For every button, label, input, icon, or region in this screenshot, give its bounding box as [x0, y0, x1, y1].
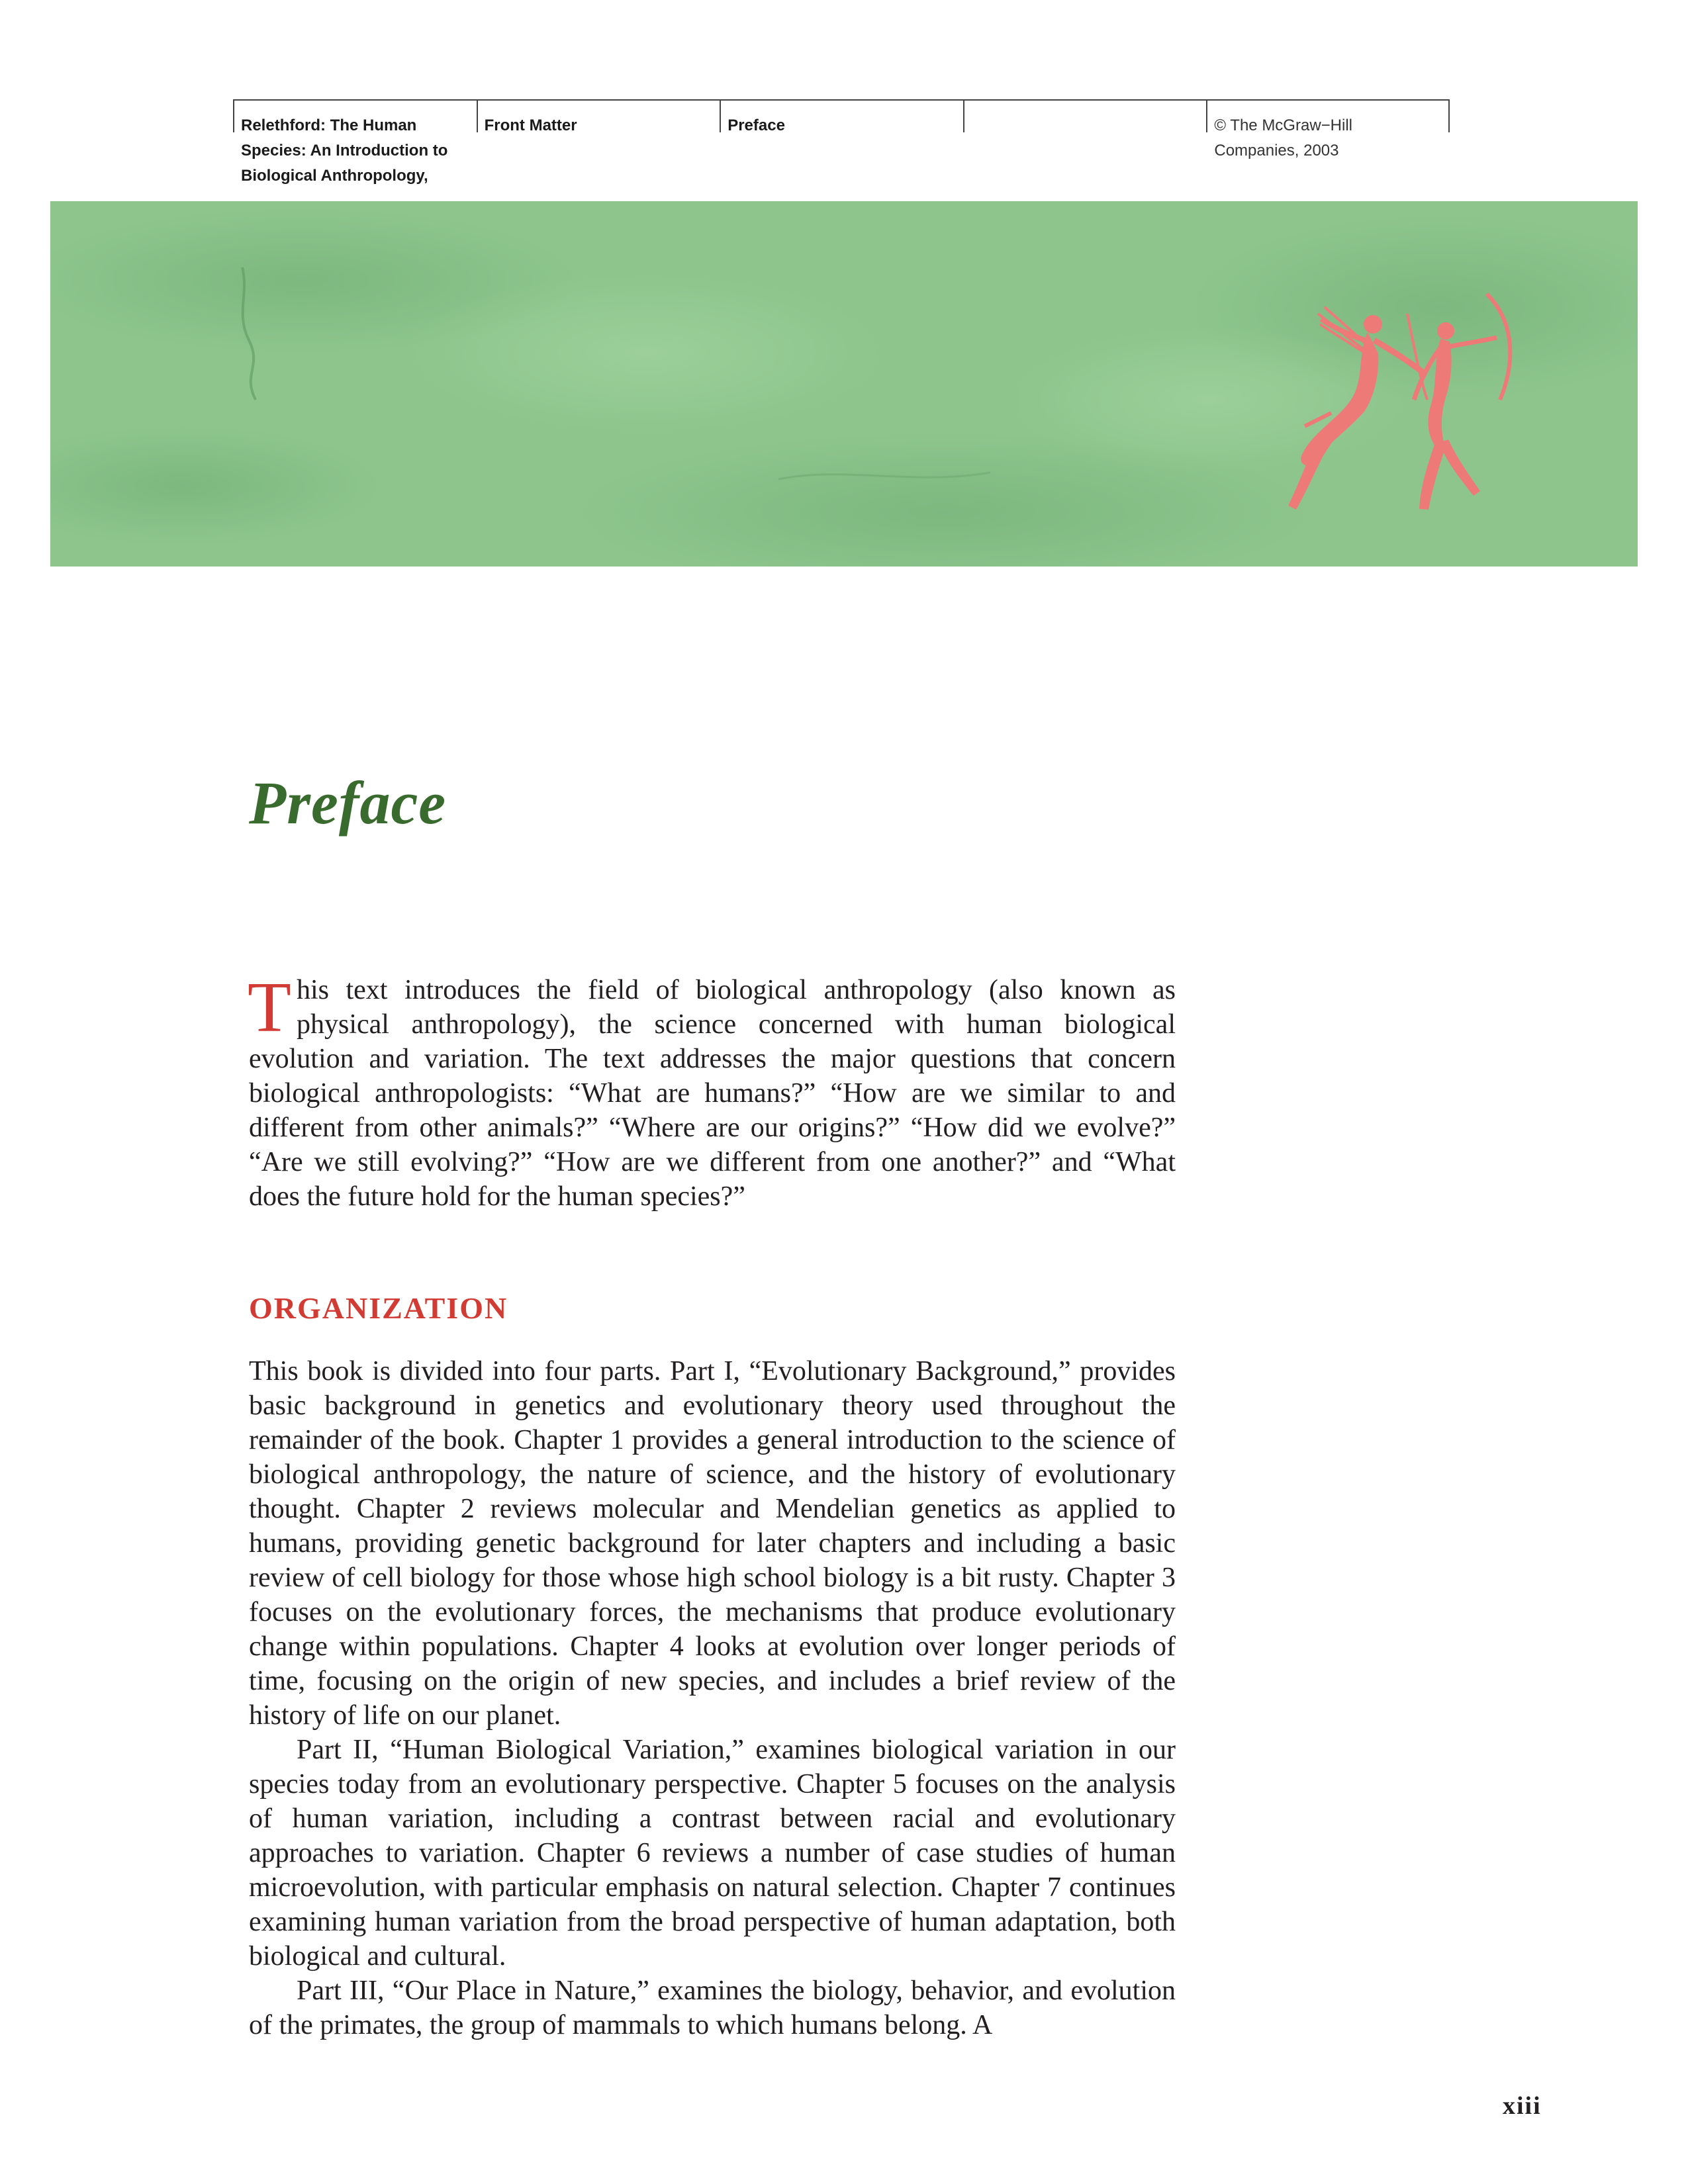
header-chapter: Preface [727, 116, 785, 134]
header-cell-copyright [1206, 99, 1450, 159]
header-book-title: Relethford: The Human Species: An Introduction to Biological Anthropology, [241, 116, 448, 185]
intro-text: his text introduces the field of biological anthropology (also known as physical anthropology), the science concerned with human biological evolution and variation. The text addresses the major questions that concern biological anthropologists: “What are humans?” “How are we similar to and different from other animals?” “Where are our origins?” “How did we evolve?” “Are we still evolving?” “How are we different from one another?” and “What does the future hold for the human species?” [249, 975, 1176, 1212]
chapter-banner-image [50, 201, 1638, 567]
body-paragraph: This book is divided into four parts. Part I, “Evolutionary Background,” provides basic background in genetics and evolutionary theory used throughout the remainder of the book. Chapter 1 provides a general introduction to the science of biological anthropology, the nature of science, and the history of evolutionary thought. Chapter 2 reviews molecular and Mendelian genetics as applied to humans, providing genetic background for later chapters and including a basic review of cell biology for those whose high school biology is a bit rusty. Chapter 3 focuses on the evolutionary forces, the mechanisms that produce evolutionary change within populations. Chapter 4 looks at evolution over longer periods of time, focusing on the origin of new species, and includes a brief review of the history of life on our planet. [249, 1356, 1176, 1731]
page-number: xiii [1503, 2092, 1542, 2120]
header-part: Front Matter [484, 116, 577, 134]
body-paragraph: Part II, “Human Biological Variation,” examines biological variation in our species today from an evolutionary perspective. Chapter 5 focuses on the analysis of human variation, including a contrast between racial and evolutionary approaches to variation. Chapter 6 reviews a number of case studies of human microevolution, with particular emphasis on natural selection. Chapter 7 continues examining human variation from the broad perspective of human adaptation, both biological and cultural. [249, 1735, 1176, 1972]
section-body [249, 1354, 1176, 2042]
header-copyright: © The McGraw−Hill Companies, 2003 [1214, 116, 1352, 159]
header-cell-empty [963, 99, 1207, 132]
running-header [233, 99, 1450, 197]
banner-texture [408, 274, 884, 433]
header-cell-chapter [720, 99, 963, 132]
section-heading: ORGANIZATION [249, 1291, 508, 1325]
header-cell-part [477, 99, 720, 132]
page-title: Preface [249, 769, 447, 837]
header-cell-book [233, 99, 477, 185]
body-paragraph: Part III, “Our Place in Nature,” examines the biology, behavior, and evolution of the primates, the group of mammals to which humans belong. A [249, 1976, 1176, 2040]
banner-texture [1010, 327, 1407, 473]
intro-paragraph [248, 968, 1176, 1214]
drop-cap: T [248, 968, 291, 1047]
